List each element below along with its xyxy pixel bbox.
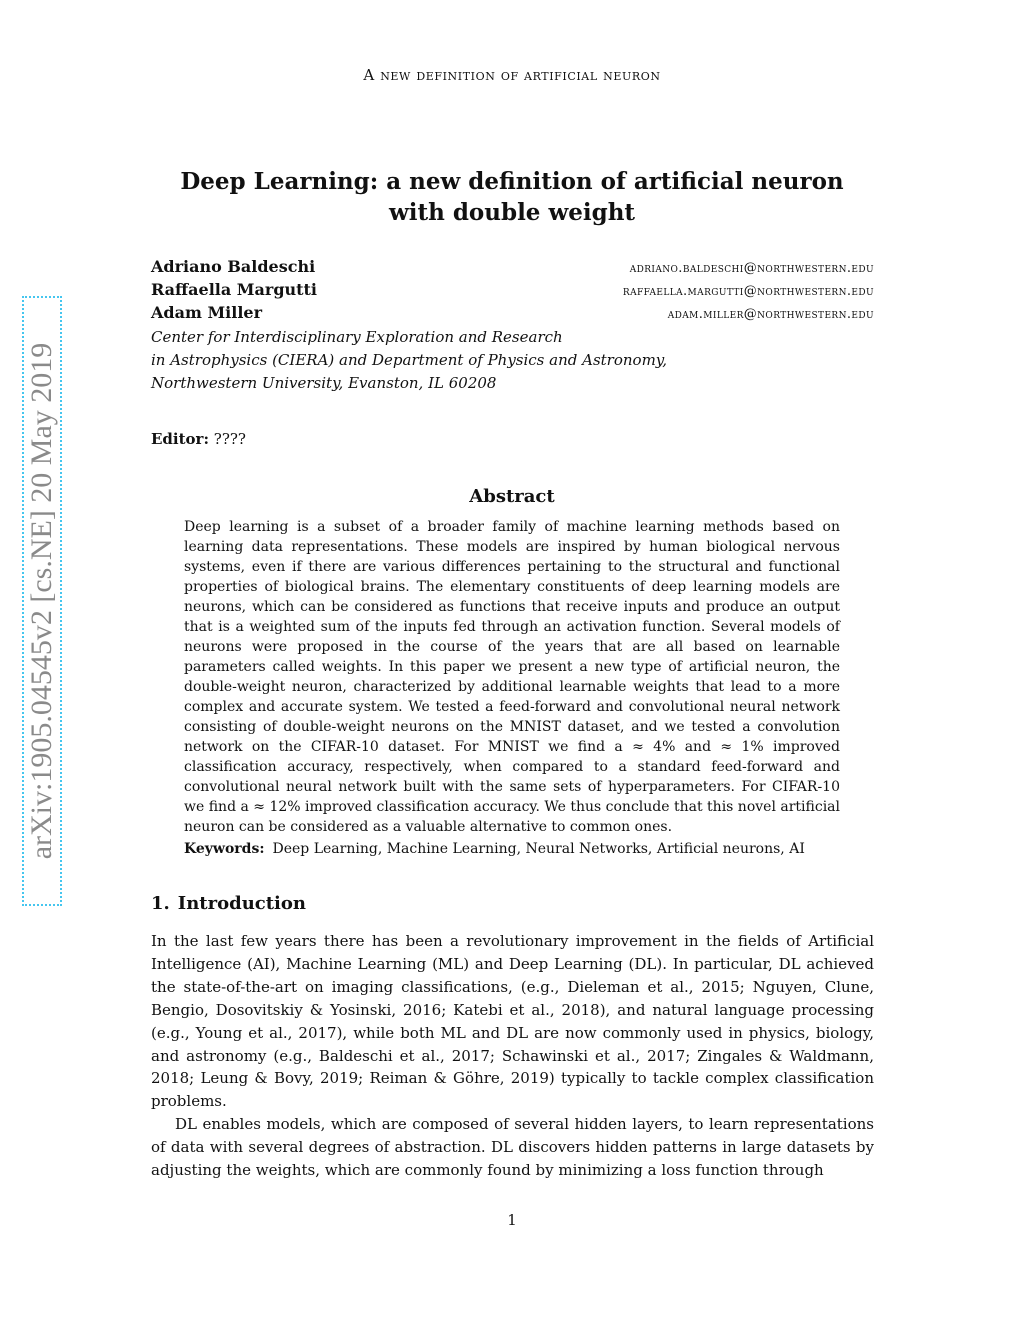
author-name: Adam Miller: [151, 303, 263, 322]
section-heading-introduction: [151, 893, 306, 914]
author-name: Adriano Baldeschi: [151, 257, 316, 276]
author-row: [151, 303, 874, 326]
abstract-heading: Abstract: [469, 486, 555, 507]
introduction-body: [151, 930, 874, 1182]
author-email[interactable]: raffaella.margutti@northwestern.edu: [622, 284, 874, 299]
running-head: A new definition of artificial neuron: [363, 66, 661, 84]
affiliation-line: Northwestern University, Evanston, IL 60208: [151, 374, 497, 392]
abstract-body: Deep learning is a subset of a broader family of machine learning methods based on learning data representations. These models are inspired by human biological nervous systems, even if there are various differences pertaining to the structural and functional properties of biological brains. The elementary constituents of deep learning models are neurons, which can be considered as functions that receive inputs and produce an output that is a weighted sum of the inputs fed through an activation function. Several models of neurons were proposed in the course of the years that are all based on learnable parameters called weights. In this paper we present a new type of artificial neuron, the double-weight neuron, characterized by additional learnable weights that lead to a more complex and accurate system. We tested a feed-forward and convolutional neural network consisting of double-weight neurons on the MNIST dataset, and we tested a convolution network on the CIFAR-10 dataset. For MNIST we find a ≈ 4% and ≈ 1% improved classification accuracy, respectively, when compared to a standard feed-forward and convolutional neural network built with the same sets of hyperparameters. For CIFAR-10 we find a ≈ 12% improved classification accuracy. We thus conclude that this novel artificial neuron can be considered as a valuable alternative to common ones.: [184, 519, 840, 835]
affiliation-line: Center for Interdisciplinary Exploration and Research: [151, 328, 563, 346]
author-name: Raffaella Margutti: [151, 280, 317, 299]
arxiv-identifier-stamp[interactable]: arXiv:1905.04545v2 [cs.NE] 20 May 2019: [22, 296, 62, 906]
editor-line: [151, 430, 246, 448]
author-email[interactable]: adriano.baldeschi@northwestern.edu: [629, 261, 874, 276]
section-number: 1.: [151, 893, 170, 914]
author-email[interactable]: adam.miller@northwestern.edu: [667, 307, 874, 322]
affiliation-line: in Astrophysics (CIERA) and Department of Physics and Astronomy,: [151, 351, 668, 369]
author-row: [151, 280, 874, 303]
paper-title: Deep Learning: a new definition of artificial neuron with double weight: [180, 168, 844, 226]
page-number: 1: [507, 1211, 517, 1229]
author-block: [151, 257, 874, 395]
author-row: [151, 257, 874, 280]
editor-label: Editor:: [151, 430, 209, 448]
keywords-list: Deep Learning, Machine Learning, Neural Networks, Artificial neurons, AI: [272, 841, 805, 857]
keywords-line: [184, 841, 854, 857]
editor-value: ????: [213, 430, 246, 448]
keywords-label: Keywords:: [184, 841, 265, 857]
body-paragraph: DL enables models, which are composed of several hidden layers, to learn representations of data with several degrees of abstraction. DL discovers hidden patterns in large datasets by adjusting the weights, which are commonly found by minimizing a loss function through: [151, 1115, 874, 1180]
body-paragraph: In the last few years there has been a revolutionary improvement in the fields of Artificial Intelligence (AI), Machine Learning (ML) and Deep Learning (DL). In particular, DL achieved the state-of-the-art on imaging classifications, (e.g., Dieleman et al., 2015; Nguyen, Clune, Bengio, Dosovitskiy & Yosinski, 2016; Katebi et al., 2018), and natural language processing (e.g., Young et al., 2017), while both ML and DL are now commonly used in physics, biology, and astronomy (e.g., Baldeschi et al., 2017; Schawinski et al., 2017; Zingales & Waldmann, 2018; Leung & Bovy, 2019; Reiman & Göhre, 2019) typically to tackle complex classification problems.: [151, 932, 874, 1111]
section-title: Introduction: [177, 893, 306, 914]
